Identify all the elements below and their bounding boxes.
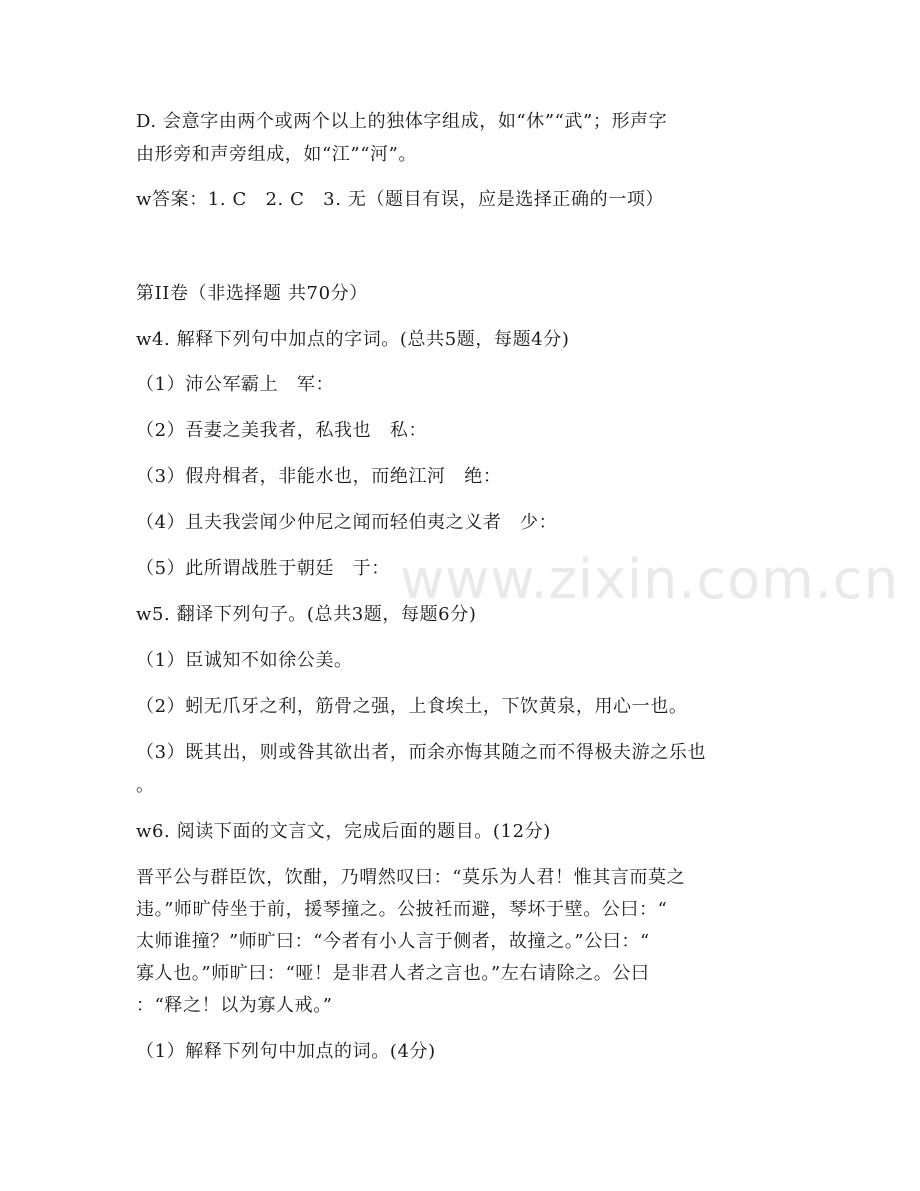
passage-line-5: ：“释之！以为寡人戒。”: [136, 995, 333, 1016]
passage-line-1: 晋平公与群臣饮，饮酣，乃喟然叹曰：“莫乐为人君！惟其言而莫之: [136, 867, 686, 888]
question-4-item-3: （3）假舟楫者，非能水也，而绝江河 绝：: [136, 466, 502, 487]
question-5-heading: w5. 翻译下列句子。(总共3题，每题6分): [136, 604, 477, 625]
question-4-item-1: （1）沛公军霸上 军：: [136, 374, 335, 395]
question-4-item-2: （2）吾妻之美我者，私我也 私：: [136, 420, 428, 441]
passage-line-3: 太师谁撞？”师旷曰：“今者有小人言于侧者，故撞之。”公曰：“: [136, 931, 650, 952]
section-heading: 第II卷（非选择题 共70分）: [136, 283, 368, 304]
question-6-heading: w6. 阅读下面的文言文，完成后面的题目。(12分): [136, 821, 551, 842]
watermark: www.zixin.com.cn: [400, 548, 899, 611]
question-4-item-4: （4）且夫我尝闻少仲尼之闻而轻伯夷之义者 少：: [136, 512, 558, 533]
question-5-item-2: （2）蚓无爪牙之利，筋骨之强，上食埃土，下饮黄泉，用心一也。: [136, 696, 688, 717]
question-5-item-1: （1）臣诚知不如徐公美。: [136, 650, 353, 671]
question-4-heading: w4. 解释下列句中加点的字词。(总共5题，每题4分): [136, 329, 570, 350]
passage-line-4: 寡人也。”师旷曰：“哑！是非君人者之言也。”左右请除之。公曰: [136, 963, 650, 984]
question-4-item-5: （5）此所谓战胜于朝廷 于：: [136, 558, 390, 579]
question-5-item-3: （3）既其出，则或咎其欲出者，而余亦悔其随之而不得极夫游之乐也: [136, 742, 707, 763]
passage-line-2: 违。”师旷侍坐于前，援琴撞之。公披衽而避，琴坏于壁。公曰：“: [136, 899, 668, 920]
question-5-item-3-cont: 。: [136, 775, 155, 796]
question-6-item-1: （1）解释下列句中加点的词。(4分): [136, 1041, 436, 1062]
option-d-line-1: D. 会意字由两个或两个以上的独体字组成，如“休”“武”；形声字: [136, 111, 668, 132]
answer-line: w答案：1. C 2. C 3. 无（题目有误，应是选择正确的一项）: [136, 189, 665, 210]
option-d-line-2: 由形旁和声旁组成，如“江”“河”。: [136, 144, 418, 165]
